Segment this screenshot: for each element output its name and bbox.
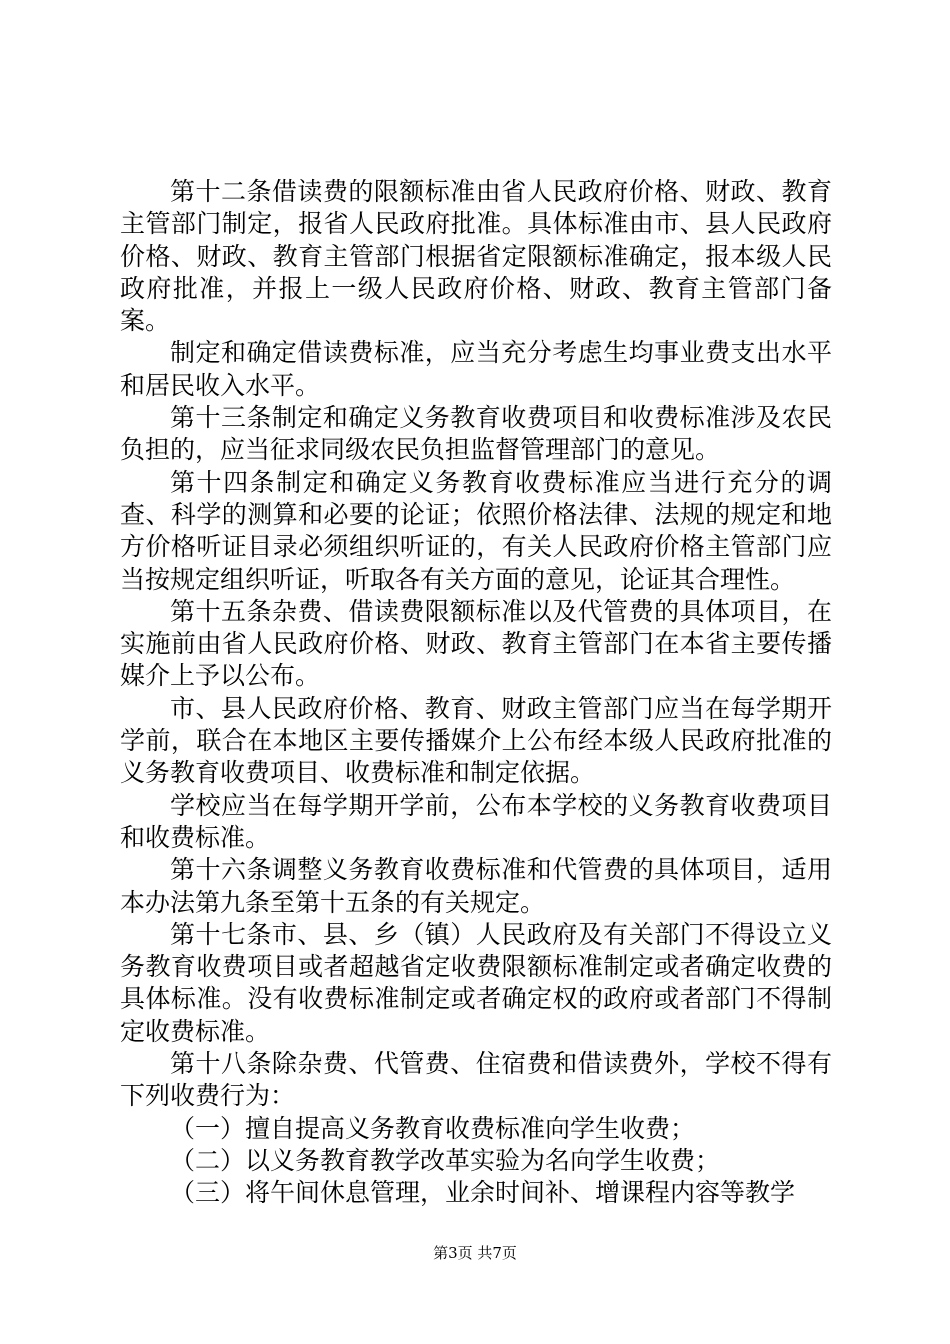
paragraph-article-14: 第十四条制定和确定义务教育收费标准应当进行充分的调查、科学的测算和必要的论证；依照价格法律、法规的规定和地方价格听证目录必须组织听证的，有关人民政府价格主管部门应当按规定组织听证，听取各有关方面的意见，论证其合理性。 xyxy=(120,467,832,594)
list-item-3: （三）将午间休息管理，业余时间补、增课程内容等教学 xyxy=(170,1178,796,1208)
document-body xyxy=(120,176,832,1210)
paragraph-article-16: 第十六条调整义务教育收费标准和代管费的具体项目，适用本办法第九条至第十五条的有关规定。 xyxy=(120,855,832,917)
page-number-footer: 第3页 共7页 xyxy=(433,1244,517,1262)
paragraph-article-17: 第十七条市、县、乡（镇）人民政府及有关部门不得设立义务教育收费项目或者超越省定收费限额标准制定或者确定收费的具体标准。没有收费标准制定或者确定权的政府或者部门不得制定收费标准。 xyxy=(120,919,832,1046)
paragraph-city-county-publish: 市、县人民政府价格、教育、财政主管部门应当在每学期开学前，联合在本地区主要传播媒介上公布经本级人民政府批准的义务教育收费项目、收费标准和制定依据。 xyxy=(120,693,832,788)
paragraph-article-18: 第十八条除杂费、代管费、住宿费和借读费外，学校不得有下列收费行为： xyxy=(120,1049,832,1111)
paragraph-article-12: 第十二条借读费的限额标准由省人民政府价格、财政、教育主管部门制定，报省人民政府批准。具体标准由市、县人民政府价格、财政、教育主管部门根据省定限额标准确定，报本级人民政府批准，并报上一级人民政府价格、财政、教育主管部门备案。 xyxy=(120,177,832,336)
list-item-2: （二）以义务教育教学改革实验为名向学生收费； xyxy=(170,1145,721,1175)
paragraph-article-13: 第十三条制定和确定义务教育收费项目和收费标准涉及农民负担的，应当征求同级农民负担监督管理部门的意见。 xyxy=(120,403,832,465)
paragraph-school-publish: 学校应当在每学期开学前，公布本学校的义务教育收费项目和收费标准。 xyxy=(120,790,832,852)
paragraph-loan-fee-standard: 制定和确定借读费标准，应当充分考虑生均事业费支出水平和居民收入水平。 xyxy=(120,338,832,400)
paragraph-article-15: 第十五条杂费、借读费限额标准以及代管费的具体项目，在实施前由省人民政府价格、财政、教育主管部门在本省主要传播媒介上予以公布。 xyxy=(120,596,832,691)
list-item-1: （一）擅自提高义务教育收费标准向学生收费； xyxy=(170,1113,696,1143)
